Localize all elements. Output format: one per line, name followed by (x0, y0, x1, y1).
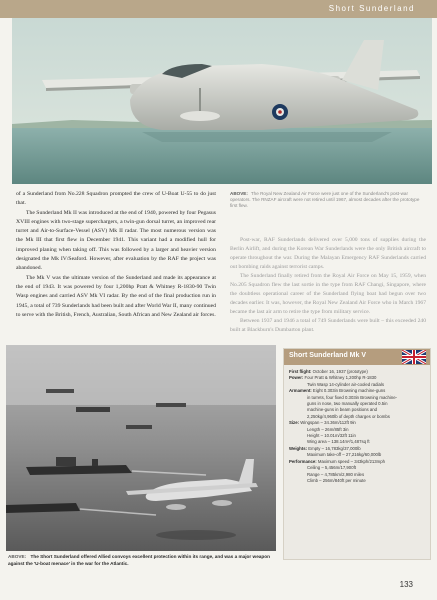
spec-label: Armament: (289, 388, 312, 394)
sunderland-over-convoy-image (6, 345, 276, 551)
caption-label: ABOVE: (8, 554, 27, 559)
running-header-title: Short Sunderland (328, 4, 415, 13)
paragraph: Between 1937 and 1946 a total of 749 Sunderlands were built – this exceeded 240 built at Blackburn's Dumbarton plant. (230, 318, 426, 333)
spec-row (289, 478, 427, 484)
body-text-left-column (16, 190, 216, 320)
spec-value: Length – 26m/85ft 3in (307, 426, 349, 432)
spec-value: Ceiling – 5,456m/17,900ft (307, 465, 356, 471)
page-number: 133 (399, 580, 413, 589)
spec-value: Four Pratt & Whitney 1,200hp R-1830 (304, 375, 377, 381)
caption-text: The Royal New Zealand Air Force were just one of the Sunderland's post-war operators. The RNZAF aircraft were not retired until 1967, almost decades after the prototype first flew. (230, 191, 420, 209)
paragraph: Post-war, RAF Sunderlands delivered over 5,000 tons of supplies during the Berlin Airlift, and during the Korean War Sunderlands were the only British aircraft to operate throughout the war. During the Malayan Emergency RAF Sunderlands carried out bombing raids against terrorist camps. (230, 237, 426, 270)
caption-label: ABOVE: (230, 191, 248, 196)
spec-label: First flight: (289, 369, 312, 374)
specifications-list (289, 369, 427, 484)
specifications-box (283, 348, 431, 560)
paragraph: The Sunderland Mk II was introduced at the end of 1940, powered by four Pegasus XVIII engines with two-stage superchargers, a twin-gun dorsal turret, an improved rear turret and Air-to-Surface-Vessel (ASV) Mk II radar. The most numerous version was the Mk III that first flew in December 1941. This variant had a modified hull for improved planing when taking off. This was followed by a larger and heavier version designated the Mk IV/Seaford. However, after evaluation by the RAF the project was abandoned. (16, 209, 216, 272)
running-header-bar (0, 0, 437, 18)
spec-value: Range – 4,785km/2,980 miles (307, 471, 365, 477)
specifications-title: Short Sunderland Mk V (289, 352, 367, 359)
spec-value: Height – 10.01m/32ft 11in (307, 433, 356, 439)
caption-text: The Short Sunderland offered Allied convoys excellent protection within its range, and was a major weapon against the 'U-boat menace' in the war for the Atlantic. (8, 554, 271, 566)
spec-value: in turrets, four fixed 0.303in Browning machine- (307, 394, 398, 400)
flying-boat-photo-top (12, 18, 432, 184)
spec-value: Eight 0.303in Browning machine-guns (312, 388, 386, 394)
spec-value: 2,250kg/4,960lb of depth charges or bombs (307, 413, 390, 419)
paragraph: of a Sunderland from No.228 Squadron prompted the crew of U-Boat U-55 to do just that. (16, 191, 216, 207)
union-flag-icon (402, 350, 426, 364)
paragraph: The Sunderland finally retired from the Royal Air Force on May 15, 1959, when No.205 Squadron flew the last sortie in the type from RAF Changi, Singapore, where the doubtless operational career of the Sunderland flying boat had begun over two decades earlier. It was, however, the Royal New Zealand Air Force who in March 1967 became the last air arm to retire the type from military service. (230, 273, 426, 315)
spec-value: guns in nose, two manually operated 0.5in (307, 401, 388, 407)
spec-value: Wing area – 138.14m²/1,487sq ft (307, 439, 370, 445)
spec-value: Climb – 256m/840ft per minute (307, 477, 366, 483)
spec-label: Size: (289, 420, 300, 426)
spec-value: Empty – 16,783kg/37,000lb (308, 445, 361, 451)
spec-label: Power: (289, 375, 304, 381)
spec-value: machine-guns in beam positions and (307, 407, 377, 413)
spec-value: Wingspan – 34.36m/112ft 9in (300, 420, 356, 426)
spec-value: Maximum take-off – 27,216kg/60,000lb (307, 452, 382, 458)
paragraph: The Mk V was the ultimate version of the Sunderland and made its appearance at the end of 1943. It was powered by four 1,200hp Pratt & Whitney R-1830-90 Twin Wasp engines and carried ASV Mk VI radar. By the end of the final production run in 1945, a total of 739 Sunderlands had been built and after World War II, many continued to serve with the British, French, Australian, South African and New Zealand air forces. (16, 274, 216, 318)
convoy-photo-bottom (6, 345, 276, 551)
bottom-photo-caption (8, 553, 283, 567)
sunderland-on-water-image (12, 18, 432, 184)
spec-value: October 16, 1937 (prototype) (312, 369, 368, 374)
top-photo-caption (230, 191, 426, 210)
spec-value: Twin Wasp 14-cylinder air-cooled radials (307, 381, 384, 387)
spec-value: Maximum speed – 343kph/213mph (317, 458, 386, 464)
body-text-right-column (230, 236, 426, 335)
specifications-header (284, 349, 430, 365)
spec-label: Performance: (289, 458, 317, 464)
spec-label: Weights: (289, 445, 308, 451)
